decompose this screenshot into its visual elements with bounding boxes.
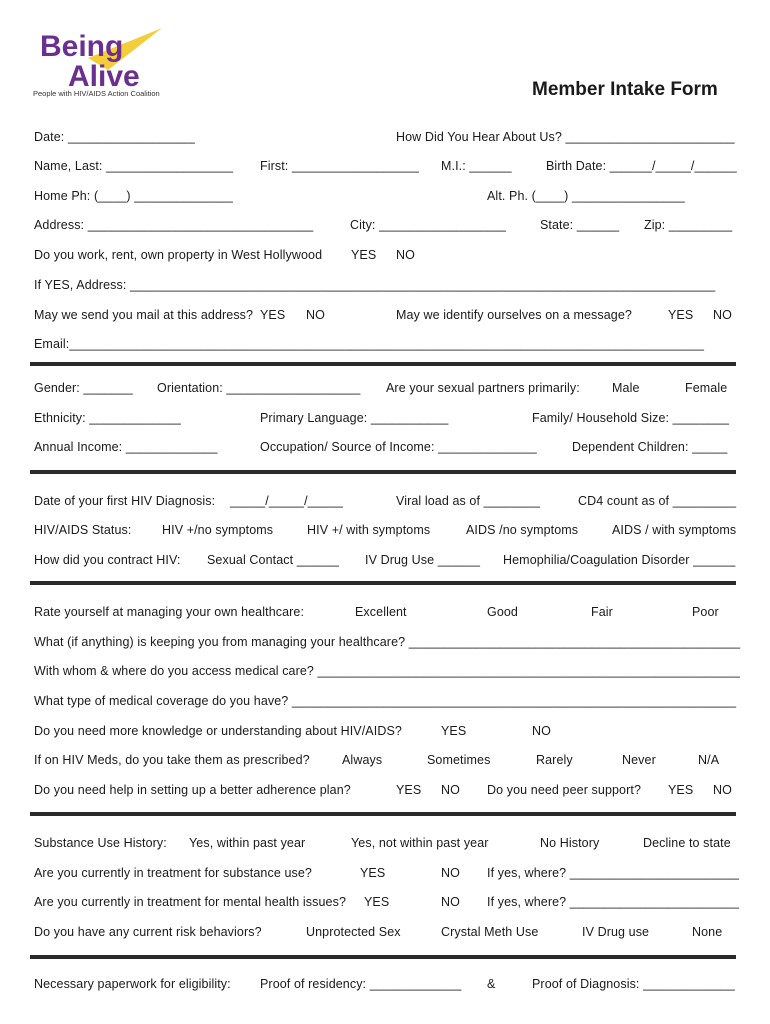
meds-question: If on HIV Meds, do you take them as prescribed? (34, 753, 310, 767)
primary-language-field[interactable]: Primary Language: ___________ (260, 411, 449, 425)
medical-coverage-field[interactable]: What type of medical coverage do you have? _______________________________________________________________ (34, 694, 737, 708)
contract-iv-drug-field[interactable]: IV Drug Use ______ (365, 553, 481, 567)
history-decline-option[interactable]: Decline to state (643, 836, 731, 850)
weho-yes-option[interactable]: YES (351, 248, 377, 262)
partners-question: Are your sexual partners primarily: (386, 381, 580, 395)
section-divider (30, 812, 736, 816)
risk-iv-drug-option[interactable]: IV Drug use (582, 925, 650, 939)
partners-female-option[interactable]: Female (685, 381, 728, 395)
first-name-field[interactable]: First: __________________ (260, 159, 419, 173)
status-hiv-with-symptoms[interactable]: HIV +/ with symptoms (307, 523, 431, 537)
hiv-status-label: HIV/AIDS Status: (34, 523, 132, 537)
diagnosis-date-label: Date of your first HIV Diagnosis: (34, 494, 216, 508)
alt-phone-field[interactable]: Alt. Ph. (____) ________________ (487, 189, 685, 203)
state-field[interactable]: State: ______ (540, 218, 620, 232)
mental-health-question: Are you currently in treatment for mental health issues? (34, 895, 346, 909)
mail-yes-option[interactable]: YES (260, 308, 286, 322)
status-aids-no-symptoms[interactable]: AIDS /no symptoms (466, 523, 579, 537)
message-no-option[interactable]: NO (713, 308, 732, 322)
contract-hemophilia-field[interactable]: Hemophilia/Coagulation Disorder ______ (503, 553, 736, 567)
annual-income-field[interactable]: Annual Income: _____________ (34, 440, 218, 454)
household-size-field[interactable]: Family/ Household Size: ________ (532, 411, 730, 425)
meds-rarely-option[interactable]: Rarely (536, 753, 573, 767)
status-aids-with-symptoms[interactable]: AIDS / with symptoms (612, 523, 737, 537)
risk-behaviors-question: Do you have any current risk behaviors? (34, 925, 262, 939)
rate-healthcare-question: Rate yourself at managing your own healthcare: (34, 605, 305, 619)
rate-fair-option[interactable]: Fair (591, 605, 613, 619)
date-field[interactable]: Date: __________________ (34, 130, 195, 144)
weho-question: Do you work, rent, own property in West Hollywood (34, 248, 323, 262)
history-not-within-year-option[interactable]: Yes, not within past year (351, 836, 489, 850)
meds-na-option[interactable]: N/A (698, 753, 720, 767)
mental-health-no-option[interactable]: NO (441, 895, 460, 909)
diagnosis-date-field[interactable]: _____/_____/_____ (230, 494, 343, 508)
proof-residency-field[interactable]: Proof of residency: _____________ (260, 977, 462, 991)
city-field[interactable]: City: __________________ (350, 218, 507, 232)
substance-no-option[interactable]: NO (441, 866, 460, 880)
section-divider (30, 581, 736, 585)
weho-no-option[interactable]: NO (396, 248, 415, 262)
rate-poor-option[interactable]: Poor (692, 605, 719, 619)
barriers-field[interactable]: What (if anything) is keeping you from managing your healthcare? _______________________________________________ (34, 635, 741, 649)
knowledge-no-option[interactable]: NO (532, 724, 551, 738)
meds-always-option[interactable]: Always (342, 753, 383, 767)
gender-field[interactable]: Gender: _______ (34, 381, 133, 395)
meds-sometimes-option[interactable]: Sometimes (427, 753, 491, 767)
section-divider (30, 362, 736, 366)
peer-yes-option[interactable]: YES (668, 783, 694, 797)
how-heard-field[interactable]: How Did You Hear About Us? ________________________ (396, 130, 735, 144)
history-none-option[interactable]: No History (540, 836, 600, 850)
viral-load-field[interactable]: Viral load as of ________ (396, 494, 541, 508)
substance-history-label: Substance Use History: (34, 836, 167, 850)
zip-field[interactable]: Zip: _________ (644, 218, 733, 232)
rate-excellent-option[interactable]: Excellent (355, 605, 407, 619)
logo-word-alive: Alive (68, 60, 140, 90)
orientation-field[interactable]: Orientation: ___________________ (157, 381, 361, 395)
status-hiv-no-symptoms[interactable]: HIV +/no symptoms (162, 523, 274, 537)
history-within-year-option[interactable]: Yes, within past year (189, 836, 306, 850)
medical-care-access-field[interactable]: With whom & where do you access medical care? ____________________________________________________________ (34, 664, 740, 678)
paperwork-label: Necessary paperwork for eligibility: (34, 977, 231, 991)
mail-question: May we send you mail at this address? (34, 308, 254, 322)
ethnicity-field[interactable]: Ethnicity: _____________ (34, 411, 181, 425)
weho-address-field[interactable]: If YES, Address: ___________________________________________________________________________________ (34, 278, 716, 292)
contract-question: How did you contract HIV: (34, 553, 181, 567)
knowledge-question: Do you need more knowledge or understanding about HIV/AIDS? (34, 724, 402, 738)
home-phone-field[interactable]: Home Ph: (____) ______________ (34, 189, 233, 203)
last-name-field[interactable]: Name, Last: __________________ (34, 159, 233, 173)
peer-support-question: Do you need peer support? (487, 783, 641, 797)
risk-unprotected-sex-option[interactable]: Unprotected Sex (306, 925, 401, 939)
risk-crystal-meth-option[interactable]: Crystal Meth Use (441, 925, 539, 939)
section-divider (30, 470, 736, 474)
proof-diagnosis-field[interactable]: Proof of Diagnosis: _____________ (532, 977, 735, 991)
adherence-no-option[interactable]: NO (441, 783, 460, 797)
substance-yes-option[interactable]: YES (360, 866, 386, 880)
mental-health-where-field[interactable]: If yes, where? ________________________ (487, 895, 740, 909)
adherence-yes-option[interactable]: YES (396, 783, 422, 797)
mail-no-option[interactable]: NO (306, 308, 325, 322)
substance-where-field[interactable]: If yes, where? ________________________ (487, 866, 740, 880)
address-field[interactable]: Address: ________________________________ (34, 218, 314, 232)
dependent-children-field[interactable]: Dependent Children: _____ (572, 440, 728, 454)
substance-treatment-question: Are you currently in treatment for substance use? (34, 866, 312, 880)
adherence-question: Do you need help in setting up a better adherence plan? (34, 783, 351, 797)
occupation-field[interactable]: Occupation/ Source of Income: ______________ (260, 440, 537, 454)
message-question: May we identify ourselves on a message? (396, 308, 632, 322)
rate-good-option[interactable]: Good (487, 605, 518, 619)
knowledge-yes-option[interactable]: YES (441, 724, 467, 738)
message-yes-option[interactable]: YES (668, 308, 694, 322)
contract-sexual-field[interactable]: Sexual Contact ______ (207, 553, 340, 567)
logo-tagline: People with HIV/AIDS Action Coalition (33, 89, 160, 98)
logo-word-being: Being (40, 30, 124, 63)
cd4-count-field[interactable]: CD4 count as of _________ (578, 494, 737, 508)
mental-health-yes-option[interactable]: YES (364, 895, 390, 909)
being-alive-logo (30, 20, 170, 90)
birth-date-field[interactable]: Birth Date: ______/_____/______ (546, 159, 737, 173)
ampersand: & (487, 977, 496, 991)
middle-initial-field[interactable]: M.I.: ______ (441, 159, 512, 173)
email-field[interactable]: Email:__________________________________________________________________________________________ (34, 337, 704, 351)
risk-none-option[interactable]: None (692, 925, 723, 939)
form-title: Member Intake Form (532, 79, 718, 100)
peer-no-option[interactable]: NO (713, 783, 732, 797)
partners-male-option[interactable]: Male (612, 381, 640, 395)
section-divider (30, 955, 736, 959)
meds-never-option[interactable]: Never (622, 753, 656, 767)
